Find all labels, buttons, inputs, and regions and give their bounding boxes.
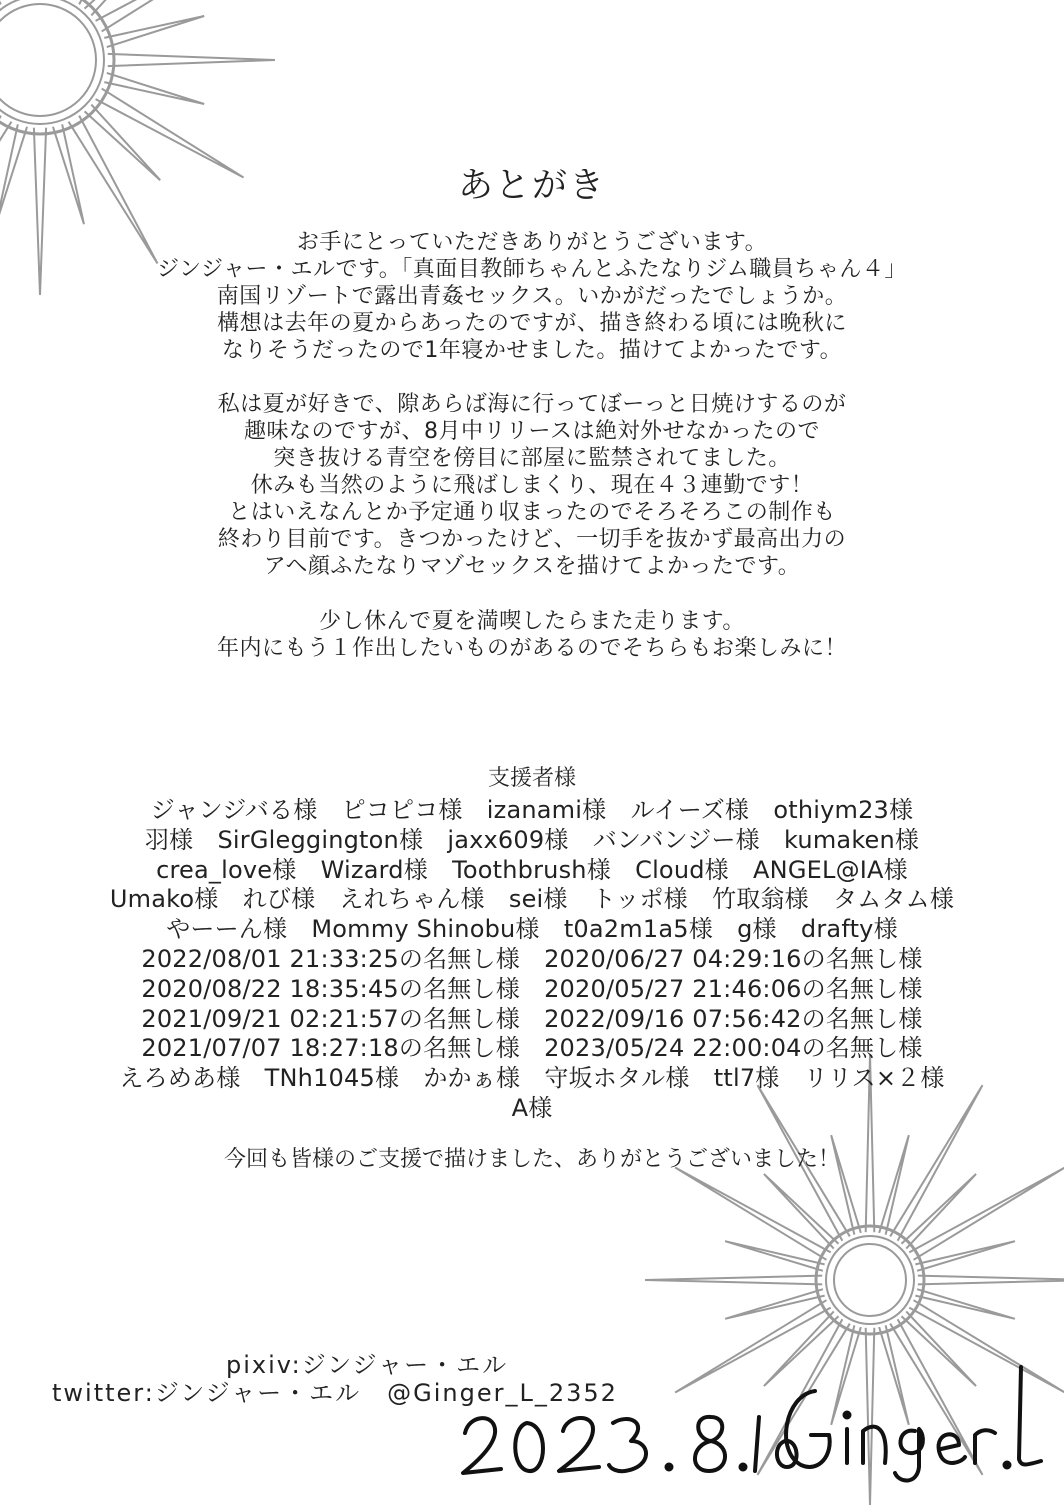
supporters-row: 羽様 SirGleggington様 jaxx609様 バンバンジー様 kumaken様 [144, 825, 920, 854]
text-line: 少し休んで夏を満喫したらまた走ります。 [319, 609, 745, 634]
text-line: 突き抜ける青空を傍目に部屋に監禁されてました。 [273, 446, 791, 471]
supporters-row: 2022/08/01 21:33:25の名無し様 2020/06/27 04:29:16の名無し様 [141, 944, 923, 973]
sun-ray [915, 1289, 1015, 1319]
text-line: 構想は去年の夏からあったのですが、描き終わる頃には晩秋に [217, 311, 847, 336]
sun-ring [0, 4, 96, 116]
text-line: 休みも当然のように飛ばしまくり、現在４３連勤です！ [250, 473, 814, 498]
supporters-row: Umako様 れび様 えれちゃん様 sei様 トッポ様 竹取翁様 タムタム様 [109, 885, 955, 914]
supporters-row: 2021/09/21 02:21:57の名無し様 2022/09/16 07:56:42の名無し様 [141, 1004, 923, 1033]
text-line: お手にとっていただきありがとうございます。 [296, 230, 768, 255]
paragraph-next [0, 608, 1064, 662]
supporters-heading: 支援者様 [487, 766, 576, 791]
sun-ray [725, 1241, 825, 1271]
sun-ray [915, 1241, 1015, 1271]
text-line: 私は夏が好きで、隙あらば海に行ってぼーっと日焼けするのが [217, 392, 847, 417]
supporters-row: えろめあ様 TNh1045様 かかぁ様 守坂ホタル様 ttl7様 リリス×２様 [119, 1064, 945, 1093]
page-title: あとがき [457, 166, 606, 206]
text-line: アヘ顔ふたなりマゾセックスを描けてよかったです。 [263, 554, 801, 579]
supporters-row: ジャンジバる様 ピコピコ様 izanami様 ルイーズ様 othiym23様 [150, 796, 914, 824]
sun-ray [108, 54, 275, 66]
supporters-row: 2020/08/22 18:35:45の名無し様 2020/05/27 21:46:06の名無し様 [141, 974, 923, 1003]
sun-ray [725, 1289, 825, 1319]
pixiv-handle: pixiv:ジンジャー・エル [226, 1351, 509, 1379]
supporters-row: crea_love様 Wizard様 Toothbrush様 Cloud様 ANGEL@IA様 [156, 855, 908, 884]
twitter-handle: twitter:ジンジャー・エル @Ginger_L_2352 [52, 1379, 618, 1407]
supporters-row: やーーん様 Mommy Shinobu様 t0a2m1a5様 g様 drafty様 [166, 915, 898, 944]
text-line: 南国リゾートで露出青姦セックス。いかがだったでしょうか。 [216, 284, 848, 309]
text-line: 趣味なのですが、8月中リリースは絶対外せなかったので [244, 419, 820, 444]
sun-ray [918, 1276, 1064, 1285]
text-line: とはいえなんとか予定通り収まったのでそろそろこの制作も [228, 500, 836, 525]
paragraph-greeting [0, 229, 1064, 364]
paragraph-summer [0, 391, 1064, 580]
supporters-row: A様 [511, 1093, 553, 1122]
handwritten-signature [455, 1355, 1045, 1485]
text-line: なりそうだったので1年寝かせました。描けてよかったです。 [221, 338, 843, 363]
thanks-message: 今回も皆様のご支援で描けました、ありがとうございました！ [223, 1147, 840, 1172]
text-line: ジンジャー・エルです。「真面目教師ちゃんとふたなりジム職員ちゃん４」 [157, 257, 907, 282]
supporters-row: 2021/07/07 18:27:18の名無し様 2023/05/24 22:00:04の名無し様 [141, 1034, 923, 1063]
supporters-list [0, 796, 1064, 1124]
text-line: 年内にもう１作出したいものがあるのでそちらもお楽しみに！ [216, 636, 847, 661]
sun-ray [645, 1276, 822, 1285]
text-line: 終わり目前です。きつかったけど、一切手を抜かず最高出力の [217, 527, 847, 552]
sun-ring [834, 1244, 906, 1316]
